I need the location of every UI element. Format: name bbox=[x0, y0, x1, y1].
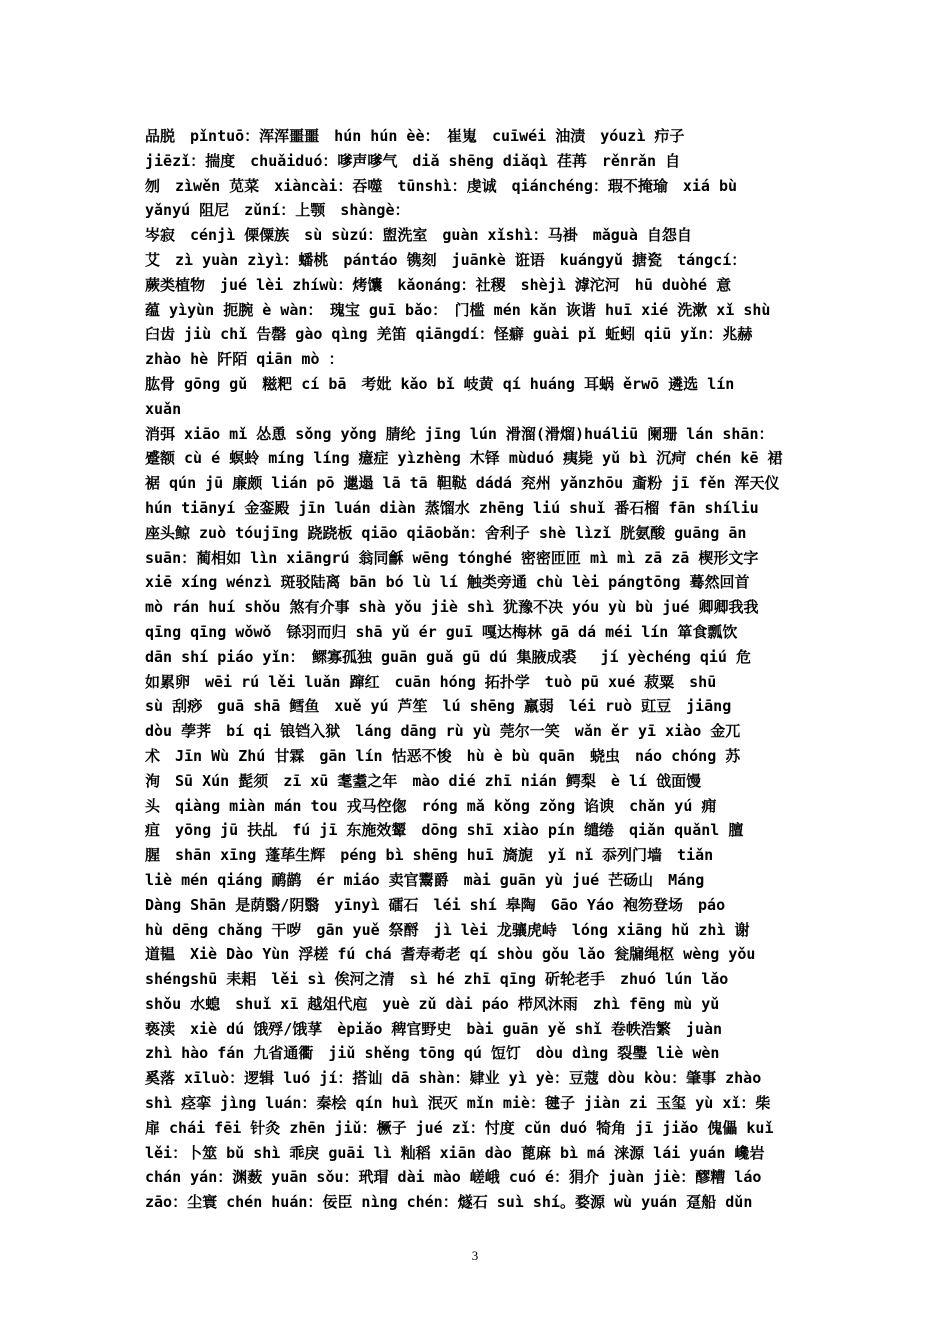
text-line: shǒu 水螅 shuǐ xī 越俎代庖 yuè zǔ dài páo 栉风沐雨 zhì fēng mù yǔ bbox=[145, 994, 720, 1013]
text-line: lěi：卜筮 bǔ shì 乖戾 guāi lì 籼稻 xiān dào 蓖麻 bì má 涞源 lái yuán 巉岩 bbox=[145, 1143, 765, 1162]
text-line: dān shí piáo yǐn： 鳏寡孤独 guān guǎ gū dú 集腋成裘 jí yèchéng qiú 危 bbox=[145, 647, 751, 666]
text-line: 座头鲸 zuò tóujīng 跷跷板 qiāo qiāobǎn：舍利子 shè lìzǐ 胱氨酸 guāng ān bbox=[145, 523, 747, 542]
text-line: 亵渎 xiè dú 饿殍/饿莩 èpiǎo 稗官野史 bài guān yě shǐ 卷帙浩繁 juàn bbox=[145, 1019, 723, 1038]
text-line: shéngshū 耒耜 lěi sì 俟河之清 sì hé zhī qīng 斫轮老手 zhuó lún lǎo bbox=[145, 970, 729, 989]
text-line: 品脱 pǐntuō：浑浑噩噩 hún hún èè： 崔嵬 cuīwéi 油渍 yóuzì 疖子 bbox=[145, 127, 685, 145]
text-line: 术 Jīn Wù Zhú 甘霖 gān lín 怙恶不悛 hù è bù quān 蛲虫 náo chóng 苏 bbox=[145, 746, 741, 765]
text-line: mò rán huí shǒu 煞有介事 shà yǒu jiè shì 犹豫不决 yóu yù bù jué 卿卿我我 bbox=[145, 598, 759, 617]
text-line: 洵 Sū Xún 髭须 zī xū 耄耋之年 mào dié zhī nián 鳄梨 è lí 戗面馒 bbox=[145, 771, 702, 790]
text-line: hù dēng chǎng 干哕 gān yuě 祭酹 jì lèi 龙骧虎峙 lóng xiāng hǔ zhì 谢 bbox=[145, 920, 750, 939]
text-line: shì 痉挛 jìng luán：秦桧 qín huì 泯灭 mǐn miè：毽子 jiàn zi 玉玺 yù xǐ：柴 bbox=[145, 1094, 771, 1113]
text-line: 蕨类植物 jué lèi zhíwù：烤馕 kǎonáng：社稷 shèjì 滹沱河 hū duòhé 意 bbox=[145, 275, 732, 294]
text-line: Dàng Shān 是荫翳/阴翳 yīnyì 礌石 léi shí 皋陶 Gāo Yáo 袍笏登场 páo bbox=[145, 895, 726, 914]
text-line: 蕴 yìyùn 扼腕 è wàn： 瑰宝 guī bǎo： 门槛 mén kǎn 诙谐 huī xié 洗漱 xǐ shù bbox=[145, 300, 771, 319]
body-text bbox=[145, 124, 815, 1215]
text-line: 道韫 Xiè Dào Yùn 浮槎 fú chá 耆寿耇老 qí shòu gǒu lǎo 瓮牖绳枢 wèng yǒu bbox=[145, 945, 756, 964]
text-line: 疽 yōng jū 扶乩 fú jī 东施效颦 dōng shī xiào pín 缱绻 qiǎn quǎnl 膻 bbox=[145, 821, 744, 840]
text-line: 刎 zìwěn 苋菜 xiàncài：吞噬 tūnshì：虔诚 qiánchéng：瑕不掩瑜 xiá bù bbox=[145, 176, 738, 195]
text-line: zhào hè 阡陌 qiān mò ： bbox=[145, 350, 344, 369]
text-line: 如累卵 wēi rú lěi luǎn 蹿红 cuān hóng 拓扑学 tuò pū xué 菽粟 shū bbox=[145, 672, 717, 691]
text-line: 腥 shān xīng 蓬荜生辉 péng bì shēng huī 旖旎 yǐ nǐ 忝列门墙 tiǎn bbox=[145, 846, 714, 865]
text-line: suān：蔺相如 lìn xiāngrú 翁同龢 wēng tónghé 密密匝匝 mì mì zā zā 楔形文字 bbox=[145, 548, 759, 567]
text-line: chán yán：渊薮 yuān sǒu：玳瑁 dài mào 嵯峨 cuó é：狷介 juàn jiè：醪糟 láo bbox=[145, 1168, 762, 1187]
text-line: 蹙额 cù é 螟蛉 míng líng 癔症 yìzhèng 木铎 mùduó 痍毙 yǔ bì 沉疴 chén kē 裙 bbox=[145, 449, 783, 468]
text-line: xiē xíng wénzì 斑驳陆离 bān bó lù lí 触类旁通 chù lèi pángtōng 蓦然回首 bbox=[145, 573, 750, 592]
text-line: liè mén qiáng 鸸鹋 ér miáo 卖官鬻爵 mài guān yù jué 芒砀山 Máng bbox=[145, 870, 705, 889]
text-line: 岑寂 cénjì 傈僳族 sù sùzú：盥洗室 guàn xǐshì：马褂 mǎguà 自怨自 bbox=[145, 226, 692, 245]
text-line: jiēzǐ：揣度 chuǎiduó：嗲声嗲气 diǎ shēng diǎqì 荏苒 rěnrǎn 自 bbox=[145, 151, 681, 170]
text-line: sù 刮痧 guā shā 鳕鱼 xuě yú 芦笙 lú shēng 羸弱 léi ruò 豇豆 jiāng bbox=[145, 697, 732, 716]
text-line: xuǎn bbox=[145, 399, 182, 418]
page-number: 3 bbox=[471, 1248, 479, 1263]
text-line: 消弭 xiāo mǐ 怂恿 sǒng yǒng 腈纶 jīng lún 滑溜(滑熘)huáliū 阑珊 lán shān： bbox=[145, 424, 774, 443]
text-line: dòu 荸荠 bí qi 锒铛入狱 láng dāng rù yù 莞尔一笑 wǎn ěr yī xiào 金兀 bbox=[145, 722, 741, 741]
text-line: 扉 chái fēi 针灸 zhēn jiǔ：橛子 jué zǐ：忖度 cǔn duó 犄角 jī jiǎo 傀儡 kuǐ bbox=[145, 1118, 774, 1137]
text-line: 奚落 xīluò：逻辑 luó jí：搭讪 dā shàn：肄业 yì yè：豆蔻 dòu kòu：肇事 zhào bbox=[145, 1069, 762, 1088]
text-line: 臼齿 jiù chǐ 告罄 gào qìng 羌笛 qiāngdí：怪癖 guài pǐ 蚯蚓 qiū yǐn：兆赫 bbox=[145, 325, 753, 344]
text-line: 艾 zì yuàn zìyì：蟠桃 pántáo 镌刻 juānkè 诳语 kuángyǔ 搪瓷 tángcí： bbox=[145, 250, 747, 269]
text-line: yǎnyú 阻尼 zǔní：上颚 shàngè： bbox=[145, 201, 410, 220]
text-line: zāo：尘寰 chén huán：佞臣 nìng chén：燧石 suì shí。婺源 wù yuán 趸船 dǔn bbox=[145, 1193, 753, 1212]
text-line: zhì hào fán 九省通衢 jiǔ shěng tōng qú 饾饤 dòu dìng 裂璺 liè wèn bbox=[145, 1044, 720, 1063]
text-line: 裾 qún jū 廉颇 lián pō 邋遢 lā tā 靼鞑 dádá 兖州 yǎnzhōu 齑粉 jī fěn 浑天仪 bbox=[145, 474, 780, 493]
text-line: qīng qīng wǒwǒ 铩羽而归 shā yǔ ér guī 嘎达梅林 gā dá méi lín 箪食瓢饮 bbox=[145, 622, 738, 641]
text-line: 头 qiàng miàn mán tou 戎马倥偬 róng mǎ kǒng zǒng 谄谀 chǎn yú 痈 bbox=[145, 796, 717, 815]
text-line: 肱骨 gōng gǔ 糍粑 cí bā 考妣 kǎo bǐ 岐黄 qí huáng 耳蜗 ěrwō 遴选 lín bbox=[145, 374, 735, 393]
text-line: hún tiānyí 金銮殿 jīn luán diàn 蒸馏水 zhēng liú shuǐ 番石榴 fān shíliu bbox=[145, 498, 759, 517]
